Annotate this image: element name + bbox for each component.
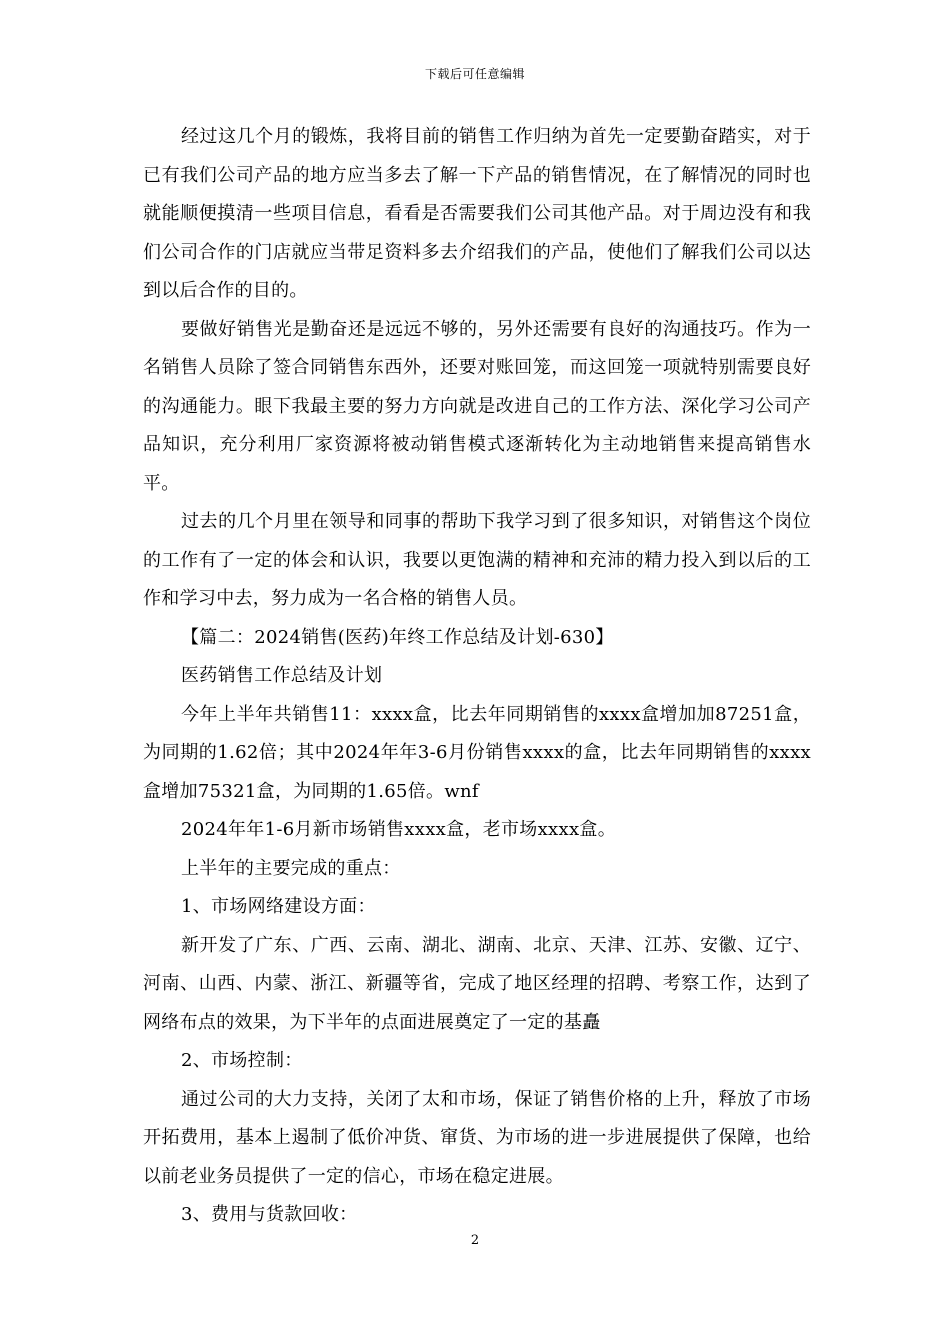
- paragraph: 今年上半年共销售11：xxxx盒，比去年同期销售的xxxx盒增加加87251盒，为同期的1.62倍；其中2024年年3-6月份销售xxxx的盒，比去年同期销售的xxxx盒增加75321盒，为同期的1.65倍。wnf: [143, 703, 811, 802]
- document-title: 医药销售工作总结及计划: [181, 665, 383, 686]
- paragraph: 新开发了广东、广西、云南、湖北、湖南、北京、天津、江苏、安徽、辽宁、河南、山西、内蒙、浙江、新疆等省，完成了地区经理的招聘、考察工作，达到了网络布点的效果，为下半年的点面进展奠定了一定的基矗: [143, 934, 811, 1033]
- section-heading: 【篇二：2024销售(医药)年终工作总结及计划-630】: [181, 626, 614, 648]
- paragraph: 过去的几个月里在领导和同事的帮助下我学习到了很多知识，对销售这个岗位的工作有了一定的体会和认识，我要以更饱满的精神和充沛的精力投入到以后的工作和学习中去，努力成为一名合格的销售人员。: [143, 511, 811, 609]
- paragraph: 2024年年1-6月新市场销售xxxx盒，老市场xxxx盒。: [181, 819, 617, 840]
- page-header: 下载后可任意编辑: [424, 67, 525, 81]
- document-body: [143, 118, 811, 1235]
- paragraph: 上半年的主要完成的重点：: [181, 857, 401, 879]
- paragraph: 经过这几个月的锻炼，我将目前的销售工作归纳为首先一定要勤奋踏实，对于已有我们公司产品的地方应当多去了解一下产品的销售情况，在了解情况的同时也就能顺便摸清一些项目信息，看看是否需要我们公司其他产品。对于周边没有和我们公司合作的门店就应当带足资料多去介绍我们的产品，使他们了解我们公司以达到以后合作的目的。: [143, 126, 811, 301]
- list-heading: 3、费用与货款回收：: [181, 1204, 358, 1225]
- list-heading: 1、市场网络建设方面：: [181, 896, 376, 917]
- list-heading: 2、市场控制：: [181, 1050, 303, 1071]
- paragraph: 通过公司的大力支持，关闭了太和市场，保证了销售价格的上升，释放了市场开拓费用，基本上遏制了低价冲货、窜货、为市场的进一步进展提供了保障，也给以前老业务员提供了一定的信心，市场在稳定进展。: [143, 1088, 811, 1187]
- page-number: 2: [470, 1233, 480, 1248]
- paragraph: 要做好销售光是勤奋还是远远不够的，另外还需要有良好的沟通技巧。作为一名销售人员除了签合同销售东西外，还要对账回笼，而这回笼一项就特别需要良好的沟通能力。眼下我最主要的努力方向就是改进自己的工作方法、深化学习公司产品知识，充分利用厂家资源将被动销售模式逐渐转化为主动地销售来提高销售水平。: [143, 318, 811, 494]
